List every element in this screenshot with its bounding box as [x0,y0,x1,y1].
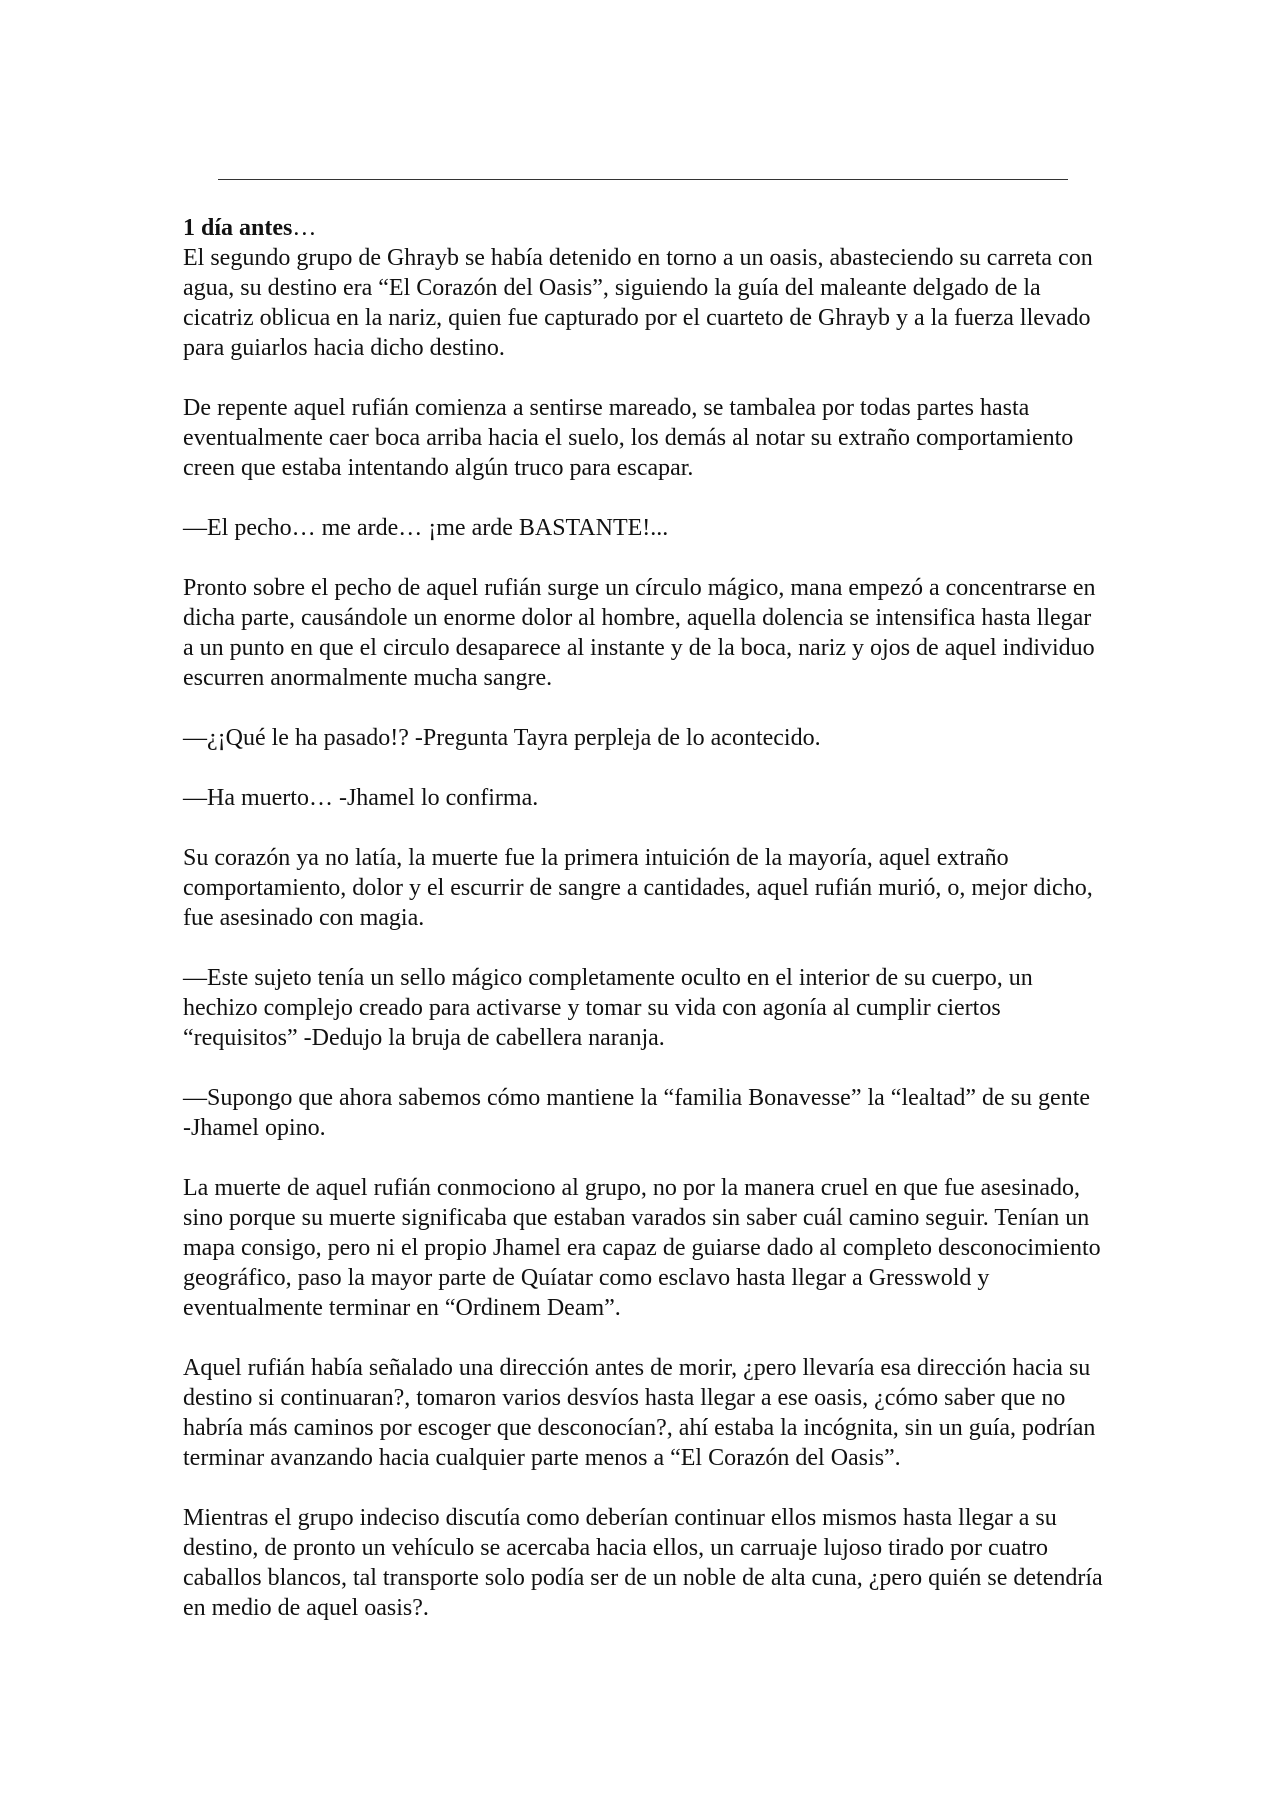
dialogue-line: —Supongo que ahora sabemos cómo mantiene la “familia Bonavesse” la “lealtad” de su gente -Jhamel opino. [183,1085,1091,1141]
document-body [183,213,1103,1653]
paragraph: Su corazón ya no latía, la muerte fue la primera intuición de la mayoría, aquel extraño comportamiento, dolor y el escurrir de sangre a cantidades, aquel rufián murió, o, mejor dicho, fue asesinado con magia. [183,845,1093,931]
dialogue-line: —¿¡Qué le ha pasado!? -Pregunta Tayra perpleja de lo acontecido. [183,725,821,751]
dialogue-line: —Este sujeto tenía un sello mágico completamente oculto en el interior de su cuerpo, un hechizo complejo creado para activarse y tomar su vida con agonía al cumplir ciertos “requisitos” -Dedujo la bruja de cabellera naranja. [183,965,1033,1051]
paragraph: El segundo grupo de Ghrayb se había detenido en torno a un oasis, abasteciendo su carreta con agua, su destino era “El Corazón del Oasis”, siguiendo la guía del maleante delgado de la cicatriz oblicua en la nariz, quien fue capturado por el cuarteto de Ghrayb y a la fuerza llevado para guiarlos hacia dicho destino. [183,245,1093,361]
section-heading [183,213,1103,243]
paragraph: De repente aquel rufián comienza a sentirse mareado, se tambalea por todas partes hasta eventualmente caer boca arriba hacia el suelo, los demás al notar su extraño comportamiento creen que estaba intentando algún truco para escapar. [183,395,1074,481]
section-heading-bold: 1 día antes [183,215,293,241]
paragraph: La muerte de aquel rufián conmociono al grupo, no por la manera cruel en que fue asesinado, sino porque su muerte significaba que estaban varados sin saber cuál camino seguir. Tenían un mapa consigo, pero ni el propio Jhamel era capaz de guiarse dado al completo desconocimiento geográfico, paso la mayor parte de Quíatar como esclavo hasta llegar a Gresswold y eventualmente terminar en “Ordinem Deam”. [183,1175,1101,1321]
paragraph: Pronto sobre el pecho de aquel rufián surge un círculo mágico, mana empezó a concentrarse en dicha parte, causándole un enorme dolor al hombre, aquella dolencia se intensifica hasta llegar a un punto en que el circulo desaparece al instante y de la boca, nariz y ojos de aquel individuo escurren anormalmente mucha sangre. [183,575,1096,691]
paragraph: Aquel rufián había señalado una dirección antes de morir, ¿pero llevaría esa dirección hacia su destino si continuaran?, tomaron varios desvíos hasta llegar a ese oasis, ¿cómo saber que no habría más caminos por escoger que desconocían?, ahí estaba la incógnita, sin un guía, podrían terminar avanzando hacia cualquier parte menos a “El Corazón del Oasis”. [183,1355,1096,1471]
dialogue-line: —El pecho… me arde… ¡me arde BASTANTE!... [183,515,669,541]
section-heading-ellipsis: … [292,215,317,241]
dialogue-line: —Ha muerto… -Jhamel lo confirma. [183,785,539,811]
paragraph: Mientras el grupo indeciso discutía como deberían continuar ellos mismos hasta llegar a su destino, de pronto un vehículo se acercaba hacia ellos, un carruaje lujoso tirado por cuatro caballos blancos, tal transporte solo podía ser de un noble de alta cuna, ¿pero quién se detendría en medio de aquel oasis?. [183,1505,1103,1621]
horizontal-rule [218,179,1068,180]
